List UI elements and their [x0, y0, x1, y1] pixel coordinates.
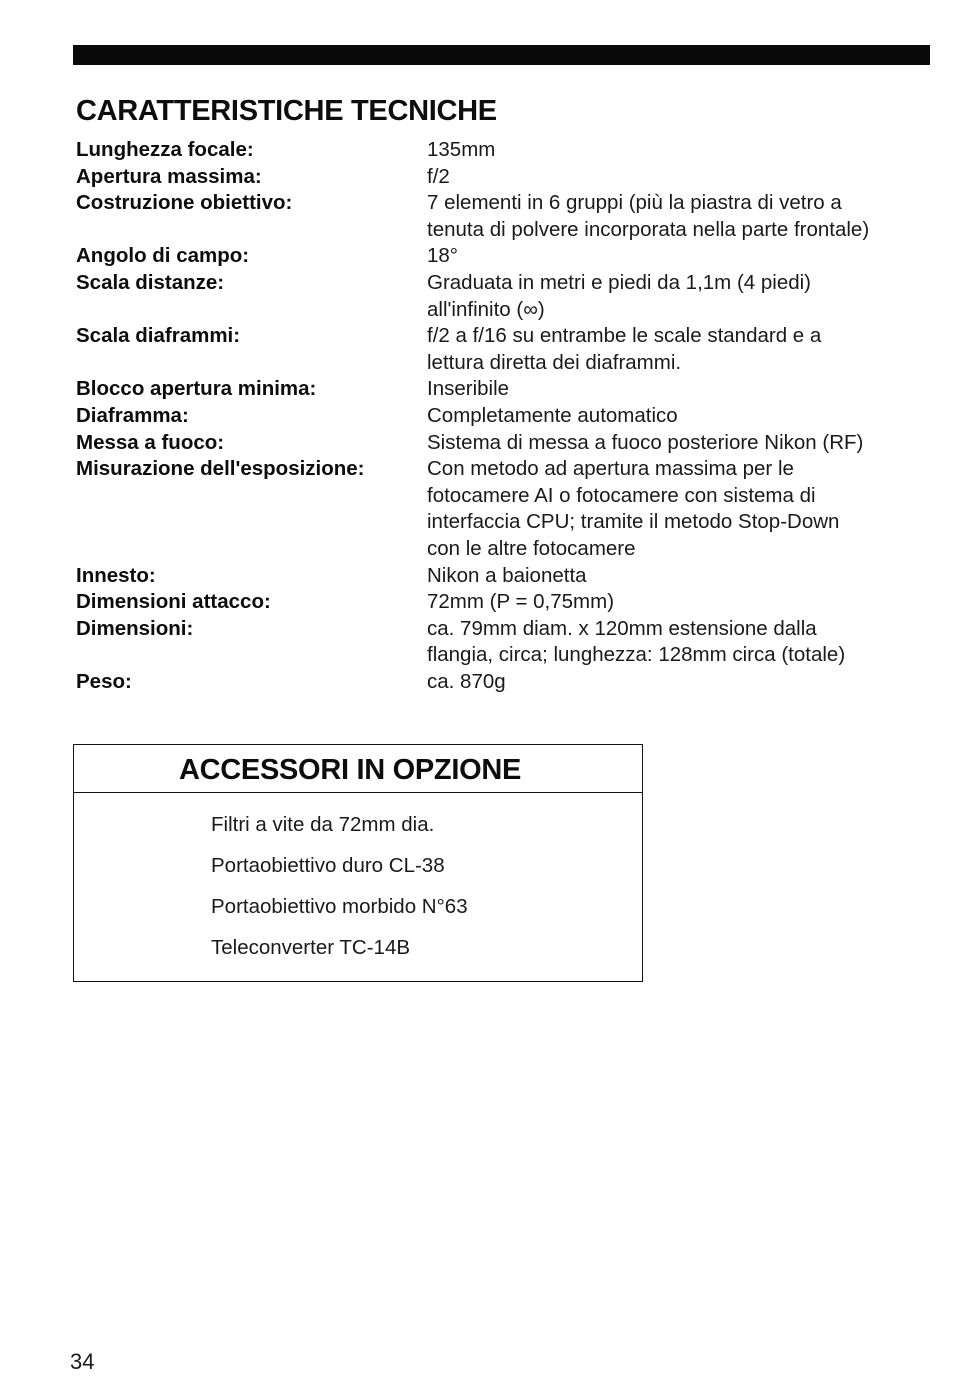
- spec-row-aperture-scale: [76, 323, 936, 376]
- specs-title: CARATTERISTICHE TECNICHE: [76, 95, 497, 127]
- spec-value: Completamente automatico: [427, 403, 678, 427]
- spec-label: Apertura massima:: [76, 164, 262, 188]
- spec-label: Innesto:: [76, 563, 156, 587]
- spec-row-exposure-metering: [76, 456, 936, 562]
- spec-label: Peso:: [76, 669, 132, 693]
- spec-row-min-aperture-lock: [76, 376, 936, 403]
- spec-value: 7 elementi in 6 gruppi (più la piastra di vetro a tenuta di polvere incorporata nella parte frontale): [427, 191, 870, 241]
- spec-row-distance-scale: [76, 270, 936, 323]
- spec-label: Misurazione dell'esposizione:: [76, 457, 365, 481]
- spec-row-attachment-size: [76, 589, 936, 616]
- spec-value: 135mm: [427, 138, 496, 161]
- spec-value: Nikon a baionetta: [427, 563, 587, 587]
- spec-value: Inseribile: [427, 377, 510, 401]
- spec-value: 18°: [427, 244, 459, 268]
- header-bar: [73, 45, 930, 65]
- list-item: Filtri a vite da 72mm dia.: [211, 813, 435, 836]
- spec-row-lens-construction: [76, 190, 936, 243]
- spec-value: f/2: [427, 164, 450, 188]
- accessories-list: [211, 813, 468, 977]
- list-item: Teleconverter TC-14B: [211, 936, 411, 959]
- spec-value: f/2 a f/16 su entrambe le scale standard e a lettura diretta dei diaframmi.: [427, 324, 822, 374]
- spec-value: Sistema di messa a fuoco posteriore Nikon (RF): [427, 430, 864, 454]
- spec-row-diaphragm: [76, 403, 936, 430]
- spec-row-mount: [76, 563, 936, 590]
- accessories-header: [74, 745, 642, 793]
- spec-row-dimensions: [76, 616, 936, 669]
- spec-label: Scala distanze:: [76, 270, 225, 294]
- spec-label: Dimensioni:: [76, 616, 194, 640]
- spec-label: Dimensioni attacco:: [76, 590, 271, 614]
- page-number: 34: [70, 1349, 95, 1374]
- spec-label: Lunghezza focale:: [76, 138, 254, 161]
- accessories-box: [73, 744, 643, 982]
- spec-label: Diaframma:: [76, 403, 189, 427]
- spec-value: 72mm (P = 0,75mm): [427, 590, 615, 614]
- spec-value: Con metodo ad apertura massima per le fotocamere AI o fotocamere con sistema di interfaccia CPU; tramite il metodo Stop-Down con le altre fotocamere: [427, 457, 840, 560]
- spec-label: Angolo di campo:: [76, 244, 250, 268]
- spec-label: Costruzione obiettivo:: [76, 191, 293, 215]
- accessories-title: ACCESSORI IN OPZIONE: [179, 754, 522, 786]
- list-item: Portaobiettivo duro CL-38: [211, 854, 445, 877]
- spec-value: Graduata in metri e piedi da 1,1m (4 piedi) all'infinito (∞): [427, 270, 812, 321]
- spec-value: ca. 870g: [427, 669, 506, 693]
- spec-label: Messa a fuoco:: [76, 430, 225, 454]
- spec-row-angle-of-view: [76, 243, 936, 270]
- spec-row-focusing: [76, 430, 936, 457]
- spec-label: Blocco apertura minima:: [76, 377, 317, 401]
- spec-row-weight: [76, 669, 936, 696]
- spec-row-focal-length: [76, 137, 936, 164]
- specs-table: [76, 137, 936, 695]
- spec-value: ca. 79mm diam. x 120mm estensione dalla flangia, circa; lunghezza: 128mm circa (totale): [427, 616, 846, 667]
- spec-row-max-aperture: [76, 164, 936, 191]
- spec-label: Scala diaframmi:: [76, 324, 241, 348]
- list-item: Portaobiettivo morbido N°63: [211, 895, 468, 918]
